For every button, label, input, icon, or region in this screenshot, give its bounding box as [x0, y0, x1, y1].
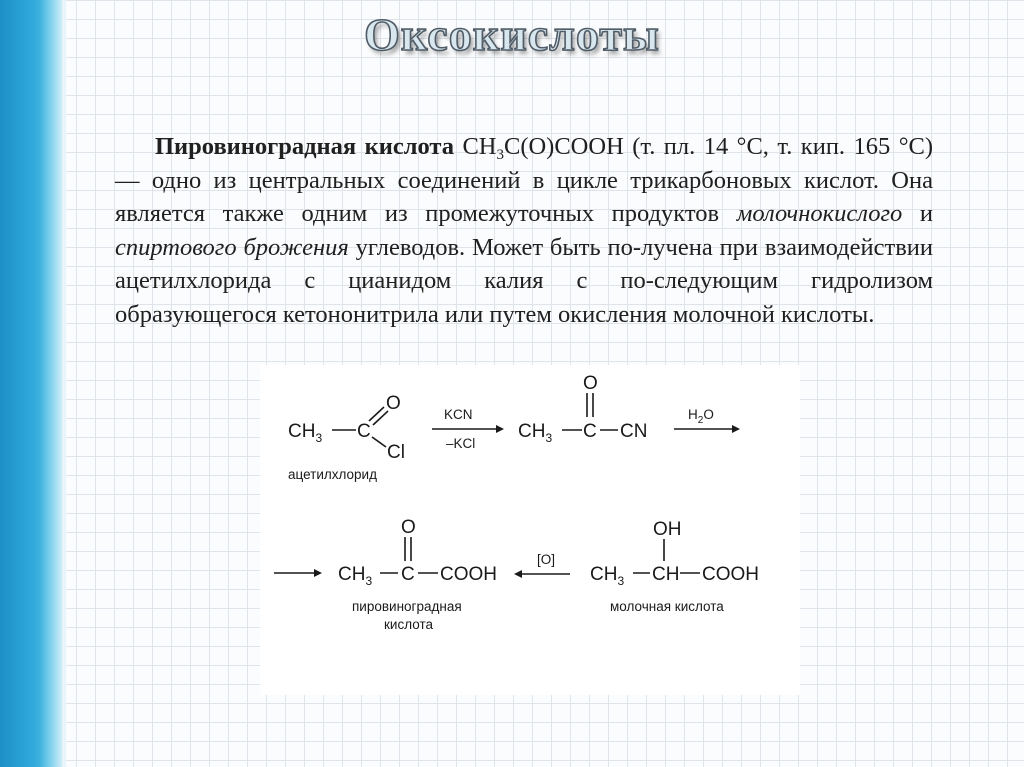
and-word: и	[919, 200, 934, 228]
acetyl-cl: Cl	[387, 442, 405, 463]
row2-incoming-arrow-head	[314, 569, 322, 577]
acetyl-double-bond-1	[369, 407, 384, 421]
acetyl-c: C	[357, 421, 371, 442]
left-decorative-band	[0, 0, 62, 767]
reaction-scheme	[260, 365, 800, 695]
nitrile-ch: $CH_3$	[518, 421, 553, 445]
pyruvic-cooh: COOH	[440, 564, 497, 585]
caption-pyruvic-line1: пировиноградная	[352, 599, 462, 614]
arrow1-head	[496, 425, 504, 433]
italic-term-1: молочнокислого	[736, 200, 903, 228]
band-edge	[62, 0, 66, 767]
caption-lactic: молочная кислота	[610, 599, 724, 614]
main-paragraph-block	[115, 130, 933, 332]
arrow2-top-label: $H_2O$	[688, 407, 714, 426]
lactic-ch: $CH_3$	[590, 564, 625, 588]
formula-post: C(O)COOH (т. пл. 14 °С, т. кип. 165 °С) — одно из центральных соединений в цикле трикарбоновых кислот. Она является также одним из промежуточных продуктов	[115, 133, 934, 228]
acetyl-ch: $CH_3$	[288, 421, 323, 445]
main-paragraph	[115, 130, 933, 332]
caption-pyruvic-line2: кислота	[384, 617, 433, 632]
pyruvic-o: O	[401, 517, 416, 538]
arrow-ox-head	[514, 570, 522, 578]
slide-title: Оксокислоты	[364, 9, 660, 60]
nitrile-o: O	[583, 373, 598, 394]
formula-pre: CH	[462, 133, 497, 160]
italic-term-2: спиртового брожения	[115, 233, 349, 261]
lactic-cooh: COOH	[702, 564, 759, 585]
paragraph-rest: углеводов. Может быть по-лучена при взаимодействии ацетилхлорида с цианидом калия с по-следующим гидролизом образующегося кетононитрила или путем окисления молочной кислоты.	[115, 233, 933, 328]
lactic-ch-group: CH	[652, 564, 680, 585]
acetyl-bond-c-cl	[372, 437, 386, 447]
lactic-oh: OH	[653, 519, 682, 540]
formula-sub: 3	[496, 147, 504, 163]
arrow2-head	[732, 425, 740, 433]
acetyl-o: O	[386, 393, 401, 414]
caption-acetylchloride: ацетилхлорид	[288, 467, 377, 482]
arrow1-bottom-label: –KCl	[446, 436, 476, 451]
nitrile-cn: CN	[620, 421, 648, 442]
arrow-ox-label: [O]	[537, 552, 556, 567]
reaction-scheme-svg	[260, 365, 800, 695]
arrow1-top-label: KCN	[444, 407, 473, 422]
pyruvic-c: C	[401, 564, 415, 585]
pyruvic-ch: $CH_3$	[338, 564, 373, 588]
nitrile-c: C	[583, 421, 597, 442]
term-bold: Пировиноградная кислота	[155, 133, 454, 160]
